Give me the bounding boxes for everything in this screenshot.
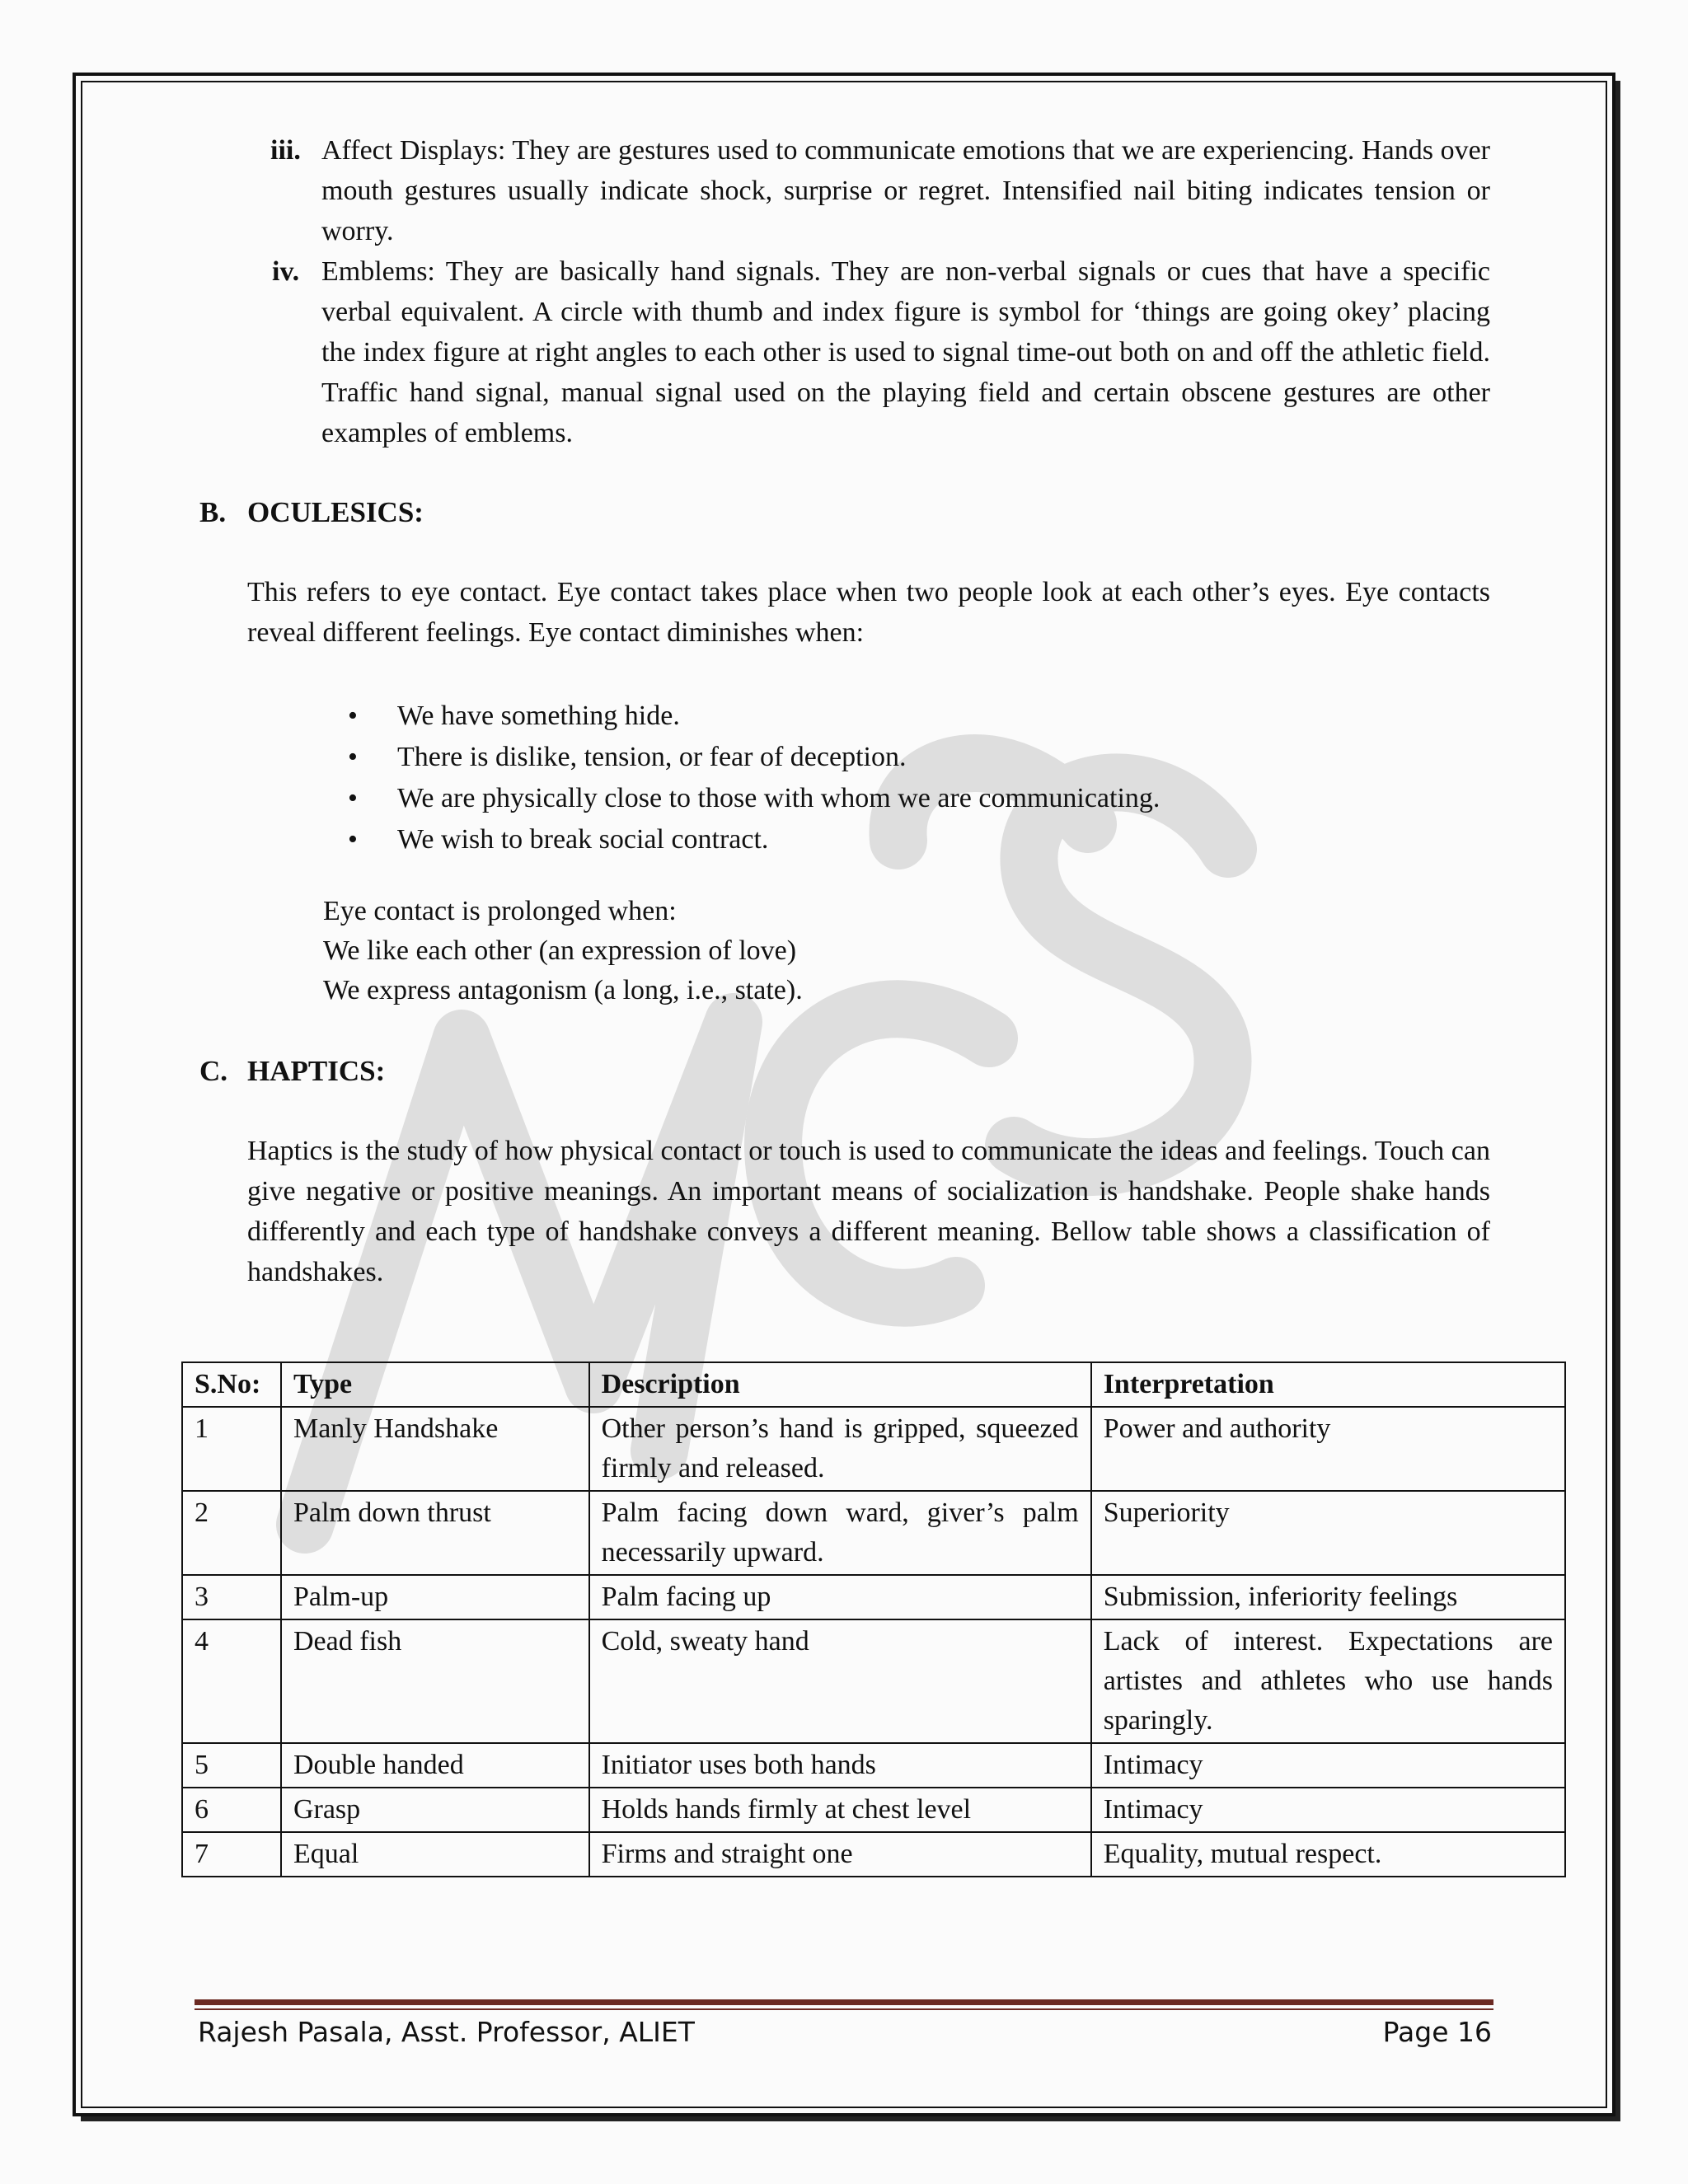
- table-cell: Lack of interest. Expectations are artistes and athletes who use hands sparingly.: [1091, 1619, 1565, 1743]
- text-line: Eye contact is prolonged when:: [323, 896, 677, 926]
- section-intro: Haptics is the study of how physical contact or touch is used to communicate the ideas and feelings. Touch can give negative or positive meanings. An important means of socialization is handshake. People shake hands differently and each type of handshake conveys a different meaning. Bellow table shows a classification of handshakes.: [247, 1136, 1490, 1287]
- handshake-table: [181, 1361, 1566, 1877]
- table-cell: Palm facing up: [589, 1575, 1091, 1619]
- table-cell: Equal: [281, 1832, 589, 1877]
- table-cell: Holds hands firmly at chest level: [589, 1788, 1091, 1832]
- list-item-number: iv.: [272, 256, 300, 287]
- page-border-shadow: [1615, 81, 1620, 2121]
- table-cell: Superiority: [1091, 1491, 1565, 1575]
- footer-author: Rajesh Pasala, Asst. Professor, ALIET: [198, 2016, 695, 2048]
- table-row: [182, 1575, 1565, 1619]
- column-header: Description: [589, 1362, 1091, 1407]
- table-cell: Cold, sweaty hand: [589, 1619, 1091, 1743]
- table-cell: Other person’s hand is gripped, squeezed firmly and released.: [589, 1407, 1091, 1491]
- table-cell: 6: [182, 1788, 281, 1832]
- text-line: We like each other (an expression of love): [323, 935, 797, 966]
- table-cell: Dead fish: [281, 1619, 589, 1743]
- table-row: [182, 1491, 1565, 1575]
- bullet-item: • There is dislike, tension, or fear of deception.: [348, 737, 1160, 778]
- section-letter: C.: [199, 1055, 228, 1087]
- footer-rule: [195, 1999, 1493, 2005]
- table-cell: Initiator uses both hands: [589, 1743, 1091, 1788]
- table-cell: 2: [182, 1491, 281, 1575]
- table-row: [182, 1788, 1565, 1832]
- table-cell: Palm facing down ward, giver’s palm necessarily upward.: [589, 1491, 1091, 1575]
- table-row: [182, 1407, 1565, 1491]
- table-cell: 3: [182, 1575, 281, 1619]
- table-cell: Grasp: [281, 1788, 589, 1832]
- section-heading: OCULESICS:: [247, 496, 424, 528]
- table-cell: 7: [182, 1832, 281, 1877]
- bullet-list: [348, 696, 1160, 860]
- table-header-row: [182, 1362, 1565, 1407]
- table-cell: Power and authority: [1091, 1407, 1565, 1491]
- table-cell: 4: [182, 1619, 281, 1743]
- prolonged-block: [323, 892, 803, 1010]
- section-heading: HAPTICS:: [247, 1055, 386, 1087]
- table-cell: Equality, mutual respect.: [1091, 1832, 1565, 1877]
- section-letter: B.: [199, 496, 227, 528]
- list-item-text: Emblems: They are basically hand signals. They are non-verbal signals or cues that have a specific verbal equivalent. A circle with thumb and index figure is symbol for ‘things are going okey’ placing the index figure at right angles to each other is used to signal time-out both on and off the athletic field. Traffic hand signal, manual signal used on the playing field and certain obscene gestures are other examples of emblems.: [321, 256, 1490, 448]
- footer-page-number: Page 16: [1382, 2016, 1492, 2048]
- bullet-item: • We are physically close to those with whom we are communicating.: [348, 778, 1160, 819]
- table-cell: 5: [182, 1743, 281, 1788]
- list-item-number: iii.: [270, 135, 301, 166]
- column-header: Type: [281, 1362, 589, 1407]
- table-row: [182, 1743, 1565, 1788]
- table-cell: Firms and straight one: [589, 1832, 1091, 1877]
- footer-rule: [195, 2008, 1493, 2010]
- table-cell: Intimacy: [1091, 1743, 1565, 1788]
- table-cell: Palm-up: [281, 1575, 589, 1619]
- list-item-text: Affect Displays: They are gestures used to communicate emotions that we are experiencing. Hands over mouth gestures usually indicate shock, surprise or regret. Intensified nail biting indicates tension or worry.: [321, 135, 1490, 246]
- text-line: We express antagonism (a long, i.e., state).: [323, 975, 803, 1005]
- table-cell: Submission, inferiority feelings: [1091, 1575, 1565, 1619]
- column-header: S.No:: [182, 1362, 281, 1407]
- table-cell: Palm down thrust: [281, 1491, 589, 1575]
- table-row: [182, 1832, 1565, 1877]
- bullet-item: • We wish to break social contract.: [348, 819, 1160, 860]
- column-header: Interpretation: [1091, 1362, 1565, 1407]
- table-cell: 1: [182, 1407, 281, 1491]
- section-intro: This refers to eye contact. Eye contact takes place when two people look at each other’s eyes. Eye contacts reveal different feelings. Eye contact diminishes when:: [247, 577, 1490, 648]
- bullet-item: • We have something hide.: [348, 696, 1160, 737]
- table-cell: Manly Handshake: [281, 1407, 589, 1491]
- table-cell: Double handed: [281, 1743, 589, 1788]
- table-row: [182, 1619, 1565, 1743]
- page-border-shadow: [81, 2116, 1620, 2121]
- table-cell: Intimacy: [1091, 1788, 1565, 1832]
